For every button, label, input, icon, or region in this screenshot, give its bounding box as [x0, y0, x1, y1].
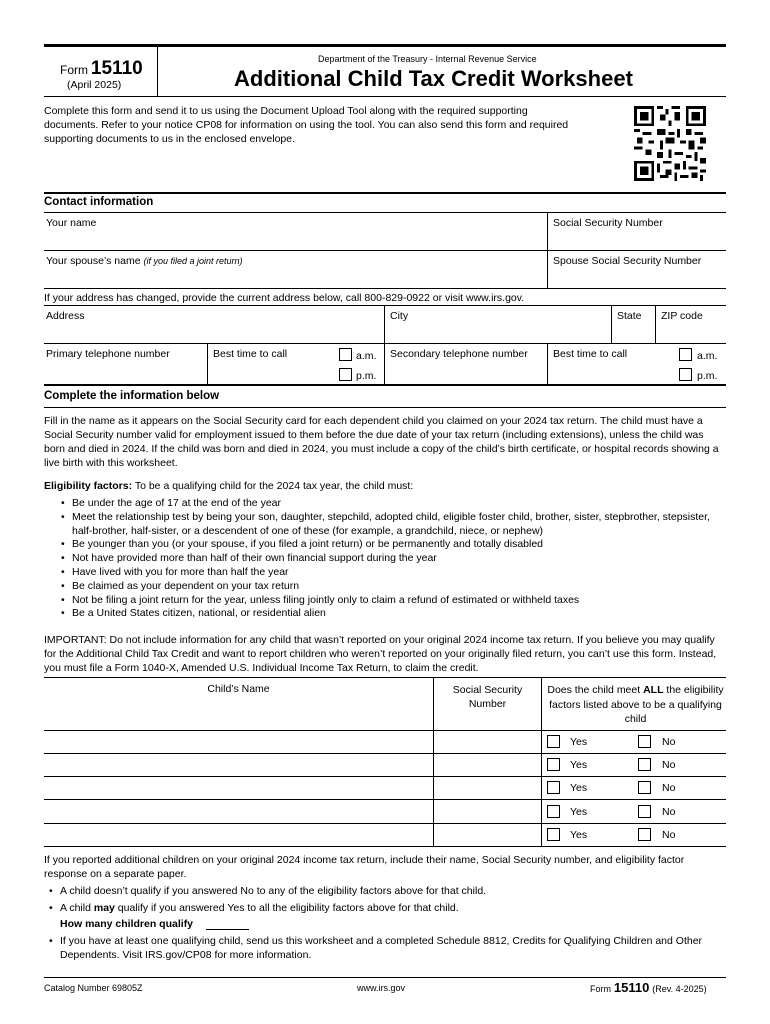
info-heading: Complete the information below: [44, 390, 220, 402]
best-time-label-1: Best time to call: [213, 348, 288, 360]
footer-form-id: [590, 980, 707, 995]
bullet2-a: A child: [60, 902, 94, 914]
am-checkbox-1[interactable]: [339, 348, 352, 361]
form-title: Additional Child Tax Credit Worksheet: [234, 66, 633, 91]
contact-section-rule: [44, 192, 726, 194]
list-item: • Not have provided more than half of their own financial support during the year: [56, 552, 726, 566]
footer-website: www.irs.gov: [357, 983, 406, 993]
form-id: [60, 58, 143, 80]
child-ssn-field[interactable]: [434, 800, 541, 823]
primary-phone-label: Primary telephone number: [46, 348, 170, 360]
address-field[interactable]: [44, 306, 384, 343]
contact-heading: Contact information: [44, 196, 154, 208]
best-time-label-2: Best time to call: [553, 348, 628, 360]
footer-form-number: 15110: [613, 980, 650, 995]
no-label: No: [662, 782, 676, 794]
header-divider: [157, 46, 158, 96]
spouse-name-field[interactable]: [44, 251, 547, 288]
primary-phone-field[interactable]: [44, 344, 207, 384]
list-item: • A child doesn’t qualify if you answered No to any of the eligibility factors above for that child.: [44, 884, 726, 898]
list-item: • Not be filing a joint return for the year, unless filing jointly only to claim a refund of estimated or withheld taxes: [56, 594, 726, 608]
send-list: [44, 934, 726, 962]
col-header-eligibility-b: ALL: [643, 684, 664, 696]
list-item: • Be claimed as your dependent on your tax return: [56, 580, 726, 594]
child-ssn-field[interactable]: [434, 777, 541, 799]
table-top-rule: [44, 677, 726, 678]
no-checkbox[interactable]: [638, 735, 651, 748]
yes-label: Yes: [570, 806, 588, 818]
spouse-name-text: Your spouse’s name: [46, 255, 141, 267]
pm-label-2: p.m.: [697, 370, 718, 382]
zip-field[interactable]: [656, 306, 726, 343]
zip-label: ZIP code: [661, 310, 703, 322]
no-checkbox[interactable]: [638, 758, 651, 771]
state-field[interactable]: [612, 306, 655, 343]
footer-form-word: Form: [590, 984, 611, 994]
col-header-eligibility: [545, 683, 726, 727]
list-item: • Meet the relationship test by being your son, daughter, stepchild, adopted child, eligible foster child, brother, sister, stepbrother, stepsister, half-brother, half-sister, or a descendent of one of these (for example, a grandchild, niece, or nephew): [56, 511, 726, 539]
list-item: • If you have at least one qualifying child, send us this worksheet and a completed Schedule 8812, Credits for Qualifying Children and Other Dependents. Visit IRS.gov/CP08 for more information.: [44, 934, 726, 962]
city-label: City: [390, 310, 409, 322]
spouse-ssn-field[interactable]: [548, 251, 726, 288]
how-many-label: How many children qualify: [60, 918, 194, 930]
yes-checkbox[interactable]: [547, 805, 560, 818]
no-label: No: [662, 806, 676, 818]
child-name-field[interactable]: [44, 800, 433, 823]
col-header-eligibility-a: Does the child meet: [547, 684, 644, 696]
department-name: Department of the Treasury - Internal Revenue Service: [318, 54, 537, 64]
info-section-rule: [44, 384, 726, 386]
no-checkbox[interactable]: [638, 805, 651, 818]
spouse-name-note: (if you filed a joint return): [143, 256, 243, 266]
address-label: Address: [46, 310, 85, 322]
pm-checkbox-2[interactable]: [679, 368, 692, 381]
col-header-eligibility-c: the eligibility factors listed above to be a qualifying child: [549, 684, 724, 725]
am-label-2: a.m.: [697, 350, 718, 362]
yes-label: Yes: [570, 782, 588, 794]
yes-checkbox[interactable]: [547, 828, 560, 841]
child-name-field[interactable]: [44, 777, 433, 799]
yes-label: Yes: [570, 829, 588, 841]
pm-label-1: p.m.: [356, 370, 377, 382]
state-label: State: [617, 310, 642, 322]
eligibility-text: To be a qualifying child for the 2024 tax year, the child must:: [132, 480, 414, 492]
child-name-field[interactable]: [44, 754, 433, 776]
no-label: No: [662, 736, 676, 748]
pm-checkbox-1[interactable]: [339, 368, 352, 381]
yes-checkbox[interactable]: [547, 781, 560, 794]
no-label: No: [662, 829, 676, 841]
secondary-phone-field[interactable]: [385, 344, 547, 384]
spouse-ssn-label: Spouse Social Security Number: [553, 255, 702, 267]
row-rule: [44, 288, 726, 289]
bullet2-c: qualify if you answered Yes to all the eligibility factors above for that child.: [114, 902, 459, 914]
child-name-field[interactable]: [44, 824, 433, 846]
yes-label: Yes: [570, 759, 588, 771]
footer-rule: [44, 977, 726, 978]
child-name-field[interactable]: [44, 731, 433, 753]
form-word: Form: [60, 63, 88, 77]
form-date: (April 2025): [67, 79, 122, 91]
no-label: No: [662, 759, 676, 771]
table-bottom-rule: [44, 846, 726, 847]
your-name-field[interactable]: [44, 213, 547, 250]
form-number: 15110: [90, 58, 143, 79]
child-ssn-field[interactable]: [434, 824, 541, 846]
am-label-1: a.m.: [356, 350, 377, 362]
important-note: IMPORTANT: Do not include information for any child that wasn’t reported on your original 2024 income tax return. If you believe you may qualify for the Additional Child Tax Credit and want to report children who weren’t reported on your originally filed return, you can’t use this form. Instead, you must file a Form 1040-X, Amended U.S. Individual Income Tax Return, to claim the credit.: [44, 634, 717, 674]
list-item: • Be a United States citizen, national, or residential alien: [56, 607, 726, 621]
ssn-label: Social Security Number: [553, 217, 663, 229]
qualify-list: [44, 884, 726, 915]
footer-revision: (Rev. 4-2025): [652, 984, 707, 994]
table-col-divider: [541, 677, 542, 847]
address-change-note: If your address has changed, provide the current address below, call 800-829-0922 or visit www.irs.gov.: [44, 292, 525, 304]
list-item: • Have lived with you for more than half the year: [56, 566, 726, 580]
no-checkbox[interactable]: [638, 781, 651, 794]
no-checkbox[interactable]: [638, 828, 651, 841]
intro-text: Complete this form and send it to us using the Document Upload Tool along with the required supporting documents. Refer to your notice CP08 for information on using the tool. You can also send this form and required supporting documents to us in the enclosed envelope.: [44, 105, 569, 145]
yes-label: Yes: [570, 736, 588, 748]
list-item: • Be under the age of 17 at the end of the year: [56, 497, 726, 511]
ssn-field[interactable]: [548, 213, 726, 250]
info-heading-rule: [44, 407, 726, 408]
city-field[interactable]: [385, 306, 611, 343]
additional-children-note: If you reported additional children on your original 2024 income tax return, include their name, Social Security number, and eligibility factor response on a separate paper.: [44, 854, 685, 880]
col-header-ssn: Social Security Number: [452, 684, 523, 710]
instructions-paragraph: Fill in the name as it appears on the Social Security card for each dependent child you claimed on your 2024 tax return. The child must have a Social Security number valid for employment issued to them before the due date of your tax return (including extensions), unless the child was born and died in 2024. If the child was born and died in 2024, you must include a copy of the child’s birth certificate, or hospital records showing a live birth with this worksheet.: [44, 415, 719, 469]
child-ssn-field[interactable]: [434, 754, 541, 776]
yes-checkbox[interactable]: [547, 758, 560, 771]
secondary-phone-label: Secondary telephone number: [390, 348, 528, 360]
am-checkbox-2[interactable]: [679, 348, 692, 361]
eligibility-label: Eligibility factors:: [44, 480, 133, 492]
your-name-label: Your name: [46, 217, 97, 229]
list-item: • Be younger than you (or your spouse, if you filed a joint return) or be permanently and totally disabled: [56, 538, 726, 552]
yes-checkbox[interactable]: [547, 735, 560, 748]
header-bottom-rule: [44, 96, 726, 97]
catalog-number: Catalog Number 69805Z: [44, 983, 143, 993]
eligibility-intro: [44, 480, 413, 492]
list-item: [44, 901, 726, 915]
eligibility-list: [56, 497, 726, 621]
phone-divider: [207, 343, 208, 384]
child-ssn-field[interactable]: [434, 731, 541, 753]
top-rule: [44, 44, 726, 47]
qr-code-icon: [634, 106, 706, 181]
bullet2-b: may: [93, 902, 115, 914]
how-many-field[interactable]: [206, 916, 249, 930]
col-header-name: Child’s Name: [207, 683, 270, 695]
phone-divider: [547, 343, 548, 384]
